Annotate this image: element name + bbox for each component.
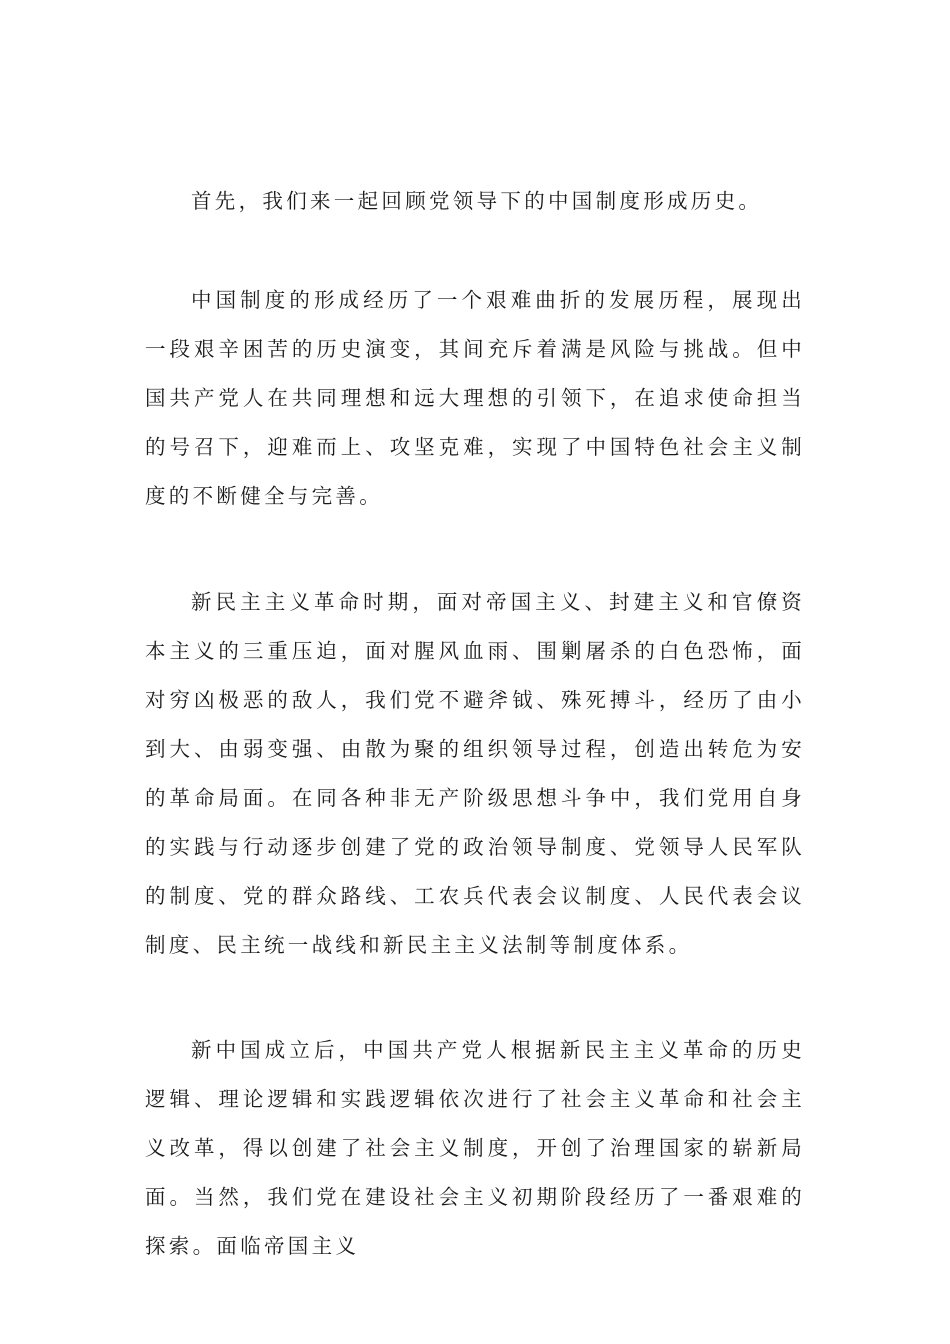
paragraph-text: 新民主主义革命时期，面对帝国主义、封建主义和官僚资本主义的三重压迫，面对腥风血雨、围剿屠杀的白色恐怖，面对穷凶极恶的敌人，我们党不避斧钺、殊死搏斗，经历了由小到大、由弱变强、由散为聚的组织领导过程，创造出转危为安的革命局面。在同各种非无产阶级思想斗争中，我们党用自身的实践与行动逐步创建了党的政治领导制度、党领导人民军队的制度、党的群众路线、工农兵代表会议制度、人民代表会议制度、民主统一战线和新民主主义法制等制度体系。 xyxy=(145,590,805,957)
paragraph-intro xyxy=(145,177,805,226)
paragraph-text: 中国制度的形成经历了一个艰难曲折的发展历程，展现出一段艰辛困苦的历史演变，其间充斥着满是风险与挑战。但中国共产党人在共同理想和远大理想的引领下，在追求使命担当的号召下，迎难而上、攻坚克难，实现了中国特色社会主义制度的不断健全与完善。 xyxy=(145,288,805,508)
paragraph-formation xyxy=(145,276,805,521)
paragraph-new-democratic-revolution xyxy=(145,578,805,970)
paragraph-text: 新中国成立后，中国共产党人根据新民主主义革命的历史逻辑、理论逻辑和实践逻辑依次进行了社会主义革命和社会主义改革，得以创建了社会主义制度，开创了治理国家的崭新局面。当然，我们党在建设社会主义初期阶段经历了一番艰难的探索。面临帝国主义 xyxy=(145,1038,805,1258)
paragraph-new-china xyxy=(145,1026,805,1271)
paragraph-text: 首先，我们来一起回顾党领导下的中国制度形成历史。 xyxy=(191,189,763,213)
